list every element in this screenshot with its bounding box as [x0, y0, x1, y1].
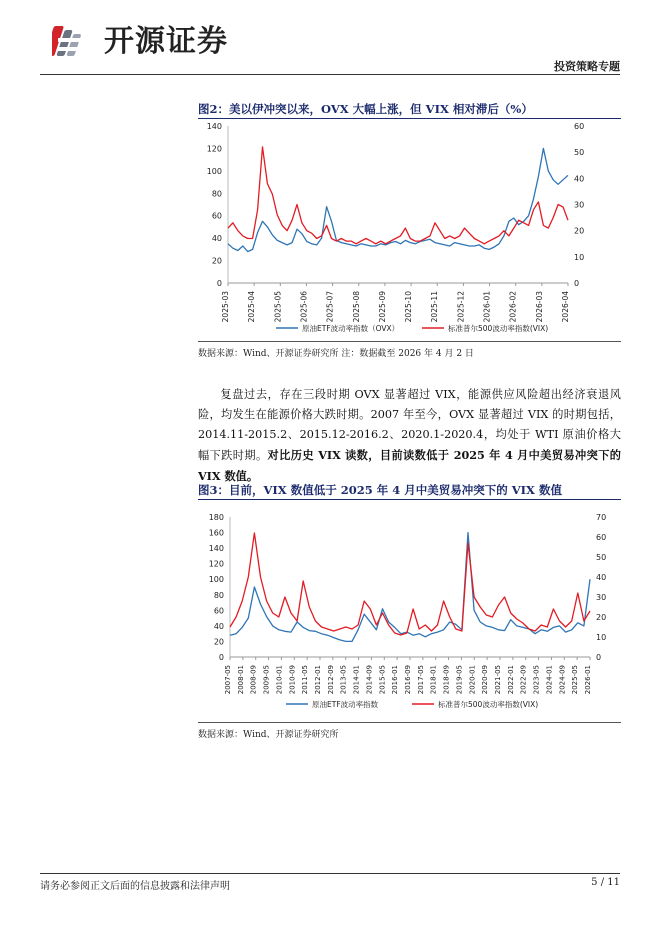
right-tick-label: 50	[596, 553, 607, 562]
company-name: 开源证券	[104, 24, 228, 59]
x-tick-label: 2019-05	[455, 665, 464, 695]
x-tick-label: 2017-05	[416, 665, 425, 695]
x-tick-label: 2025-10	[404, 291, 414, 323]
left-tick-label: 120	[208, 559, 224, 569]
x-tick-label: 2024-09	[558, 665, 567, 695]
body-paragraph	[198, 385, 621, 487]
left-tick-label: 80	[211, 189, 222, 199]
legend-label-vix: 标准普尔500波动率指数(VIX)	[438, 700, 539, 709]
right-tick-label: 0	[596, 653, 602, 662]
left-tick-label: 0	[218, 653, 224, 662]
left-tick-label: 100	[208, 575, 224, 585]
paragraph-text: 复盘过去，存在三段时期 OVX 显著超过 VIX，能源供应风险超出经济衰退风险，均发生在能源价格大跌时期。2007 年至今，OVX 显著超过 VIX 的时期包括，2014.11-2015.2、2015.12-2016.2、2020.1-2020.4，均处于 WTI 原油价格大幅下跌时期。	[198, 388, 621, 462]
x-tick-label: 2026-01	[584, 665, 592, 695]
left-tick-label: 160	[208, 528, 224, 538]
footer-divider	[40, 873, 620, 874]
right-tick-label: 60	[574, 122, 585, 131]
logo-mark-icon	[52, 20, 98, 64]
x-tick-label: 2008-01	[236, 665, 245, 695]
page-number: 5 / 11	[591, 877, 620, 888]
paragraph-bold-conclusion: 对比历史 VIX 读数，目前读数低于 2025 年 4 月中美贸易冲突下的 VIX 数值。	[198, 448, 621, 483]
x-tick-label: 2024-01	[545, 665, 554, 695]
x-tick-label: 2025-04	[247, 291, 257, 323]
right-tick-label: 20	[596, 613, 607, 622]
x-tick-label: 2020-01	[468, 665, 477, 695]
series-line-vix	[228, 147, 568, 244]
x-tick-label: 2008-09	[249, 665, 258, 695]
right-tick-label: 40	[574, 174, 585, 184]
x-tick-label: 2012-01	[314, 665, 322, 695]
x-tick-label: 2025-07	[325, 291, 335, 323]
x-tick-label: 2022-09	[519, 665, 528, 695]
x-tick-label: 2010-01	[275, 665, 284, 695]
legend-label-ovx: 原油ETF波动率指数（OVX）	[302, 324, 400, 333]
x-tick-label: 2025-11	[430, 291, 440, 323]
left-tick-label: 40	[211, 234, 222, 244]
x-tick-label: 2025-05	[571, 665, 580, 695]
figure3-top-rule	[198, 499, 621, 500]
x-tick-label: 2025-05	[273, 291, 283, 323]
x-tick-label: 2016-01	[391, 665, 400, 695]
x-tick-label: 2009-05	[262, 665, 271, 695]
figure2-top-rule	[198, 118, 621, 119]
figure3-source: 数据来源：Wind、开源证券研究所	[198, 730, 339, 740]
figure3-chart	[198, 504, 621, 718]
left-tick-label: 80	[213, 590, 224, 600]
left-tick-label: 20	[211, 256, 222, 266]
x-tick-label: 2025-03	[221, 291, 230, 323]
right-tick-label: 60	[596, 533, 607, 542]
x-tick-label: 2025-12	[456, 291, 466, 323]
left-tick-label: 60	[211, 211, 222, 221]
x-tick-label: 2026-01	[482, 291, 492, 323]
figure3-bottom-rule	[198, 722, 621, 723]
x-tick-label: 2014-01	[352, 665, 361, 695]
left-tick-label: 40	[213, 621, 224, 631]
x-tick-label: 2012-09	[326, 665, 335, 695]
x-tick-label: 2022-01	[506, 665, 515, 695]
x-tick-label: 2025-06	[299, 291, 309, 323]
x-tick-label: 2026-03	[534, 291, 544, 323]
series-line-ovx	[228, 148, 568, 251]
x-tick-label: 2015-05	[378, 665, 387, 695]
figure2-chart	[198, 120, 621, 338]
header-divider	[40, 74, 620, 75]
x-tick-label: 2026-02	[508, 291, 518, 323]
legend-label-vix: 标准普尔500波动率指数(VIX)	[448, 324, 549, 333]
figure2-source: 数据来源：Wind、开源证券研究所 注：数据截至 2026 年 4 月 2 日	[198, 349, 474, 359]
footer-disclaimer: 请务必参阅正文后面的信息披露和法律声明	[40, 881, 230, 892]
x-tick-label: 2014-09	[365, 665, 374, 695]
document-type: 投资策略专题	[554, 60, 620, 73]
left-tick-label: 120	[206, 144, 222, 154]
right-tick-label: 30	[596, 593, 607, 602]
right-tick-label: 10	[596, 633, 607, 642]
x-tick-label: 2007-05	[224, 665, 232, 695]
x-tick-label: 2011-05	[301, 665, 310, 695]
right-tick-label: 30	[574, 200, 585, 210]
x-tick-label: 2021-05	[494, 665, 502, 695]
right-tick-label: 70	[596, 513, 607, 522]
x-tick-label: 2023-05	[532, 665, 541, 695]
right-tick-label: 10	[574, 252, 585, 262]
right-tick-label: 0	[574, 279, 580, 288]
x-tick-label: 2020-09	[481, 665, 490, 695]
left-tick-label: 0	[216, 279, 222, 288]
figure2-bottom-rule	[198, 341, 621, 342]
right-tick-label: 20	[574, 226, 585, 236]
right-tick-label: 50	[574, 148, 585, 158]
x-tick-label: 2013-05	[339, 665, 348, 695]
right-tick-label: 40	[596, 573, 607, 582]
left-tick-label: 100	[206, 166, 222, 176]
x-tick-label: 2016-09	[404, 665, 412, 695]
x-tick-label: 2025-09	[377, 291, 387, 323]
left-tick-label: 60	[213, 606, 224, 616]
figure2-title: 图2：美以伊冲突以来，OVX 大幅上涨，但 VIX 相对滞后（%）	[198, 102, 533, 116]
left-tick-label: 140	[208, 544, 224, 554]
x-tick-label: 2018-09	[442, 665, 451, 695]
x-tick-label: 2026-04	[561, 291, 570, 323]
legend-label-ovx: 原油ETF波动率指数	[312, 700, 379, 709]
x-tick-label: 2025-08	[351, 291, 361, 323]
left-tick-label: 140	[206, 122, 222, 131]
company-logo	[52, 20, 252, 64]
x-tick-label: 2010-09	[288, 665, 297, 695]
x-tick-label: 2018-01	[429, 665, 438, 695]
left-tick-label: 20	[213, 637, 224, 647]
left-tick-label: 180	[208, 513, 224, 522]
series-line-vix	[230, 533, 590, 635]
series-line-ovx	[230, 533, 590, 642]
figure3-title: 图3：目前，VIX 数值低于 2025 年 4 月中美贸易冲突下的 VIX 数值	[198, 483, 562, 497]
